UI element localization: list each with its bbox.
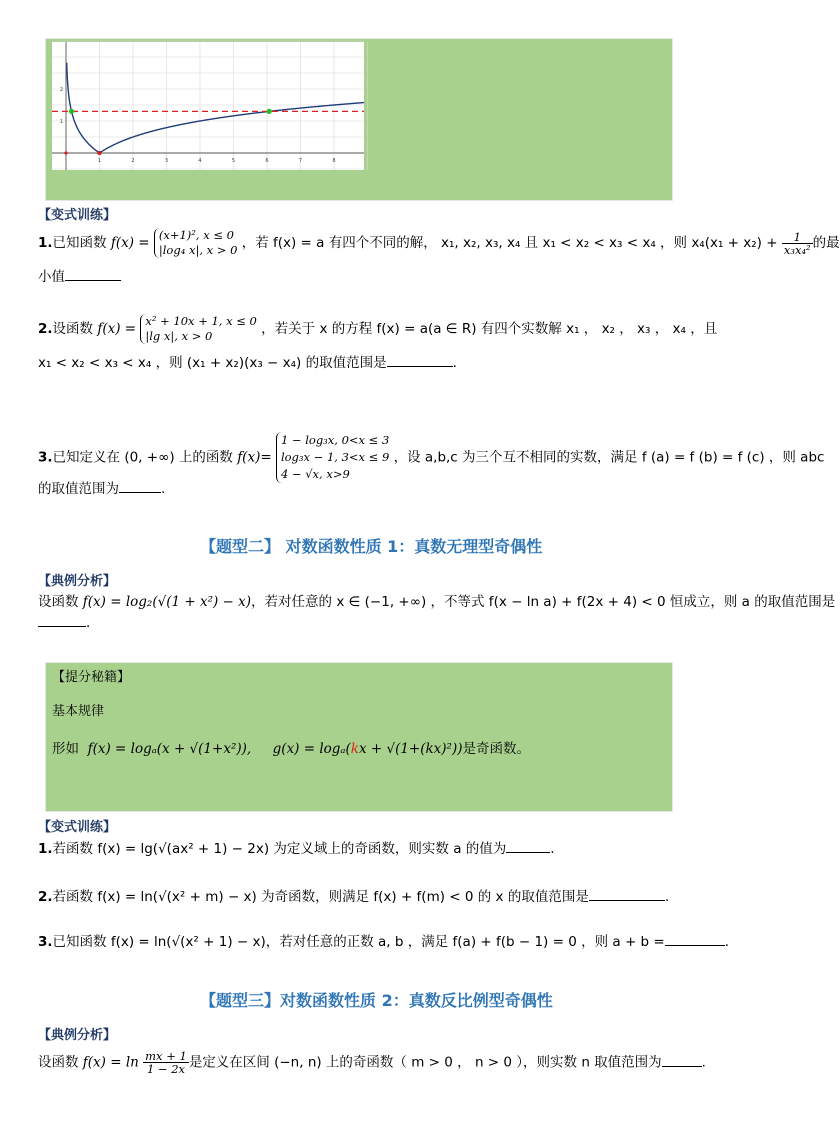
y-tick-label: 1 xyxy=(59,119,63,125)
x-tick-label: 5 xyxy=(231,158,236,164)
answer-blank[interactable] xyxy=(38,614,86,627)
period: . xyxy=(550,841,555,857)
minimum-point xyxy=(97,151,101,155)
period: . xyxy=(86,615,91,631)
function-name: f(x) = xyxy=(97,321,137,337)
problem-1-line-2 xyxy=(38,268,121,286)
x-tick-label: 3 xyxy=(164,158,169,164)
x-tick-label: 7 xyxy=(298,158,303,164)
example-text: 设函数 xyxy=(38,594,79,610)
tip-rule: 基本规律 xyxy=(52,704,105,719)
tip-formula-f: f(x) = logₐ(x + √(1+x²)), xyxy=(87,741,252,757)
problem-text: 设函数 xyxy=(52,321,94,337)
problem-text-mid: ，若 f(x) = a 有四个不同的解， x₁, x₂, x₃, x₄ 且 x₁ < x₂ < x₃ < x₄ ，则 x₄(x₁ + x₂) + xyxy=(241,235,778,251)
period: . xyxy=(701,1054,706,1071)
example-2-line-2 xyxy=(38,614,90,632)
question-text: 若函数 f(x) = ln(√(x² + m) − x) 为奇函数，则满足 f(x) + f(m) < 0 的 x 的取值范围是 xyxy=(52,889,589,905)
case-1: 1 − log₃x, 0<x ≤ 3 xyxy=(280,433,390,447)
example-text: 设函数 xyxy=(38,1054,79,1071)
example-label-3: 【典例分析】 xyxy=(38,1028,117,1043)
denominator: 1 − 2x xyxy=(146,1062,186,1076)
problem-text-line-2: x₁ < x₂ < x₃ < x₄ ，则 (x₁ + x₂)(x₃ − x₄) 的取值范围是 xyxy=(38,355,387,371)
question-number: 1. xyxy=(38,841,53,857)
problem-3-line-2 xyxy=(38,480,165,498)
case-3: 4 − √x, x>9 xyxy=(280,467,350,481)
period: . xyxy=(664,889,670,905)
fraction xyxy=(782,231,813,256)
example-label-2: 【典例分析】 xyxy=(38,574,117,589)
tip-box xyxy=(45,662,673,812)
origin-point xyxy=(64,151,67,154)
numerator: mx + 1 xyxy=(145,1049,187,1063)
tip-text-end: 是奇函数。 xyxy=(462,741,531,757)
practice-label-1: 【变式训练】 xyxy=(38,208,117,223)
function-graph xyxy=(52,42,364,170)
problem-2-line-2 xyxy=(38,354,457,372)
problem-text-mid: ，设 a,b,c 为三个互不相同的实数，满足 f (a) = f (b) = f (c) ，则 abc xyxy=(393,449,825,466)
practice-label-2: 【变式训练】 xyxy=(38,820,117,835)
answer-blank[interactable] xyxy=(65,268,121,281)
example-text-mid: 是定义在区间 (−n, n) 上的奇函数（ m > 0 ， n > 0 ），则实数 n 取值范围为 xyxy=(188,1054,662,1071)
question-2-3 xyxy=(38,933,729,951)
numerator: 1 xyxy=(782,231,813,244)
example-3 xyxy=(38,1050,706,1075)
problem-text-line-2: 的取值范围为 xyxy=(38,481,119,497)
answer-blank[interactable] xyxy=(662,1054,702,1067)
example-function: f(x) = log₂(√(1 + x²) − x) xyxy=(82,594,252,610)
example-2 xyxy=(38,593,835,611)
piecewise-function xyxy=(154,228,238,258)
question-text: 已知函数 f(x) = ln(√(x² + 1) − x)，若对任意的正数 a, b ，满足 f(a) + f(b − 1) = 0 ，则 a + b = xyxy=(52,934,665,950)
answer-blank[interactable] xyxy=(506,840,550,853)
problem-text-line-2: 小值 xyxy=(38,269,65,285)
function-name: f(x)= xyxy=(237,449,272,466)
case-1: (x+1)², x ≤ 0 xyxy=(158,228,234,242)
problem-1 xyxy=(38,228,840,258)
case-1: x² + 10x + 1, x ≤ 0 xyxy=(145,314,257,328)
case-2: |log₄ x|, x > 0 xyxy=(158,243,238,257)
period: . xyxy=(161,481,166,497)
problem-text-mid: ，若关于 x 的方程 f(x) = a(a ∈ R) 有四个实数解 x₁ ， x₂ ， x₃ ， x₄ ，且 xyxy=(261,321,718,337)
period: . xyxy=(724,934,730,950)
x-tick-label: 2 xyxy=(131,158,135,164)
question-2-2 xyxy=(38,888,669,906)
intersection-point-right xyxy=(267,109,272,114)
piecewise-function xyxy=(140,314,257,344)
x-tick-label: 1 xyxy=(97,158,102,164)
intersection-point-left xyxy=(69,109,74,114)
problem-3 xyxy=(38,432,824,483)
x-tick-label: 8 xyxy=(332,158,336,164)
tip-formula-k: k xyxy=(350,741,359,757)
problem-number: 3. xyxy=(38,449,53,466)
question-text: 若函数 f(x) = lg(√(ax² + 1) − 2x) 为定义域上的奇函数，则实数 a 的值为 xyxy=(52,841,507,857)
fraction xyxy=(143,1050,189,1075)
answer-blank[interactable] xyxy=(665,933,725,946)
function-name: f(x) = xyxy=(110,235,150,251)
piecewise-function xyxy=(276,432,389,483)
tip-formula-g-start: g(x) = logₐ( xyxy=(272,741,351,757)
case-2: |lg x|, x > 0 xyxy=(145,329,213,343)
tip-formula-g-end: x + √(1+(kx)²)) xyxy=(358,741,463,757)
tip-label: 【提分秘籍】 xyxy=(52,670,131,685)
example-function: f(x) = ln xyxy=(82,1054,139,1071)
x-tick-label: 4 xyxy=(198,158,202,164)
question-number: 2. xyxy=(38,889,53,905)
answer-blank[interactable] xyxy=(589,888,665,901)
problem-number: 2. xyxy=(38,321,53,337)
problem-2 xyxy=(38,314,717,344)
problem-number: 1. xyxy=(38,235,53,251)
answer-blank[interactable] xyxy=(387,354,453,367)
problem-text: 已知函数 xyxy=(52,235,107,251)
x-tick-label: 6 xyxy=(265,158,269,164)
denominator: x₃x₄² xyxy=(783,242,811,257)
period: . xyxy=(452,355,457,371)
problem-text-end: 的最 xyxy=(812,235,840,251)
case-2: log₃x − 1, 3<x ≤ 9 xyxy=(280,450,390,464)
tip-text: 形如 xyxy=(52,741,79,757)
problem-text: 已知定义在 (0, +∞) 上的函数 xyxy=(52,449,233,466)
example-text-mid: ，若对任意的 x ∈ (−1, +∞) ，不等式 f(x − ln a) + f(2x + 4) < 0 恒成立，则 a 的取值范围是 xyxy=(251,594,836,610)
section-heading-2: 【题型二】 对数函数性质 1：真数无理型奇偶性 xyxy=(200,537,543,556)
y-tick-label: 2 xyxy=(59,87,63,93)
question-2-1 xyxy=(38,840,555,858)
answer-blank[interactable] xyxy=(119,480,161,493)
tip-formula xyxy=(52,740,530,758)
section-heading-3: 【题型三】对数函数性质 2：真数反比例型奇偶性 xyxy=(200,991,553,1010)
question-number: 3. xyxy=(38,934,53,950)
